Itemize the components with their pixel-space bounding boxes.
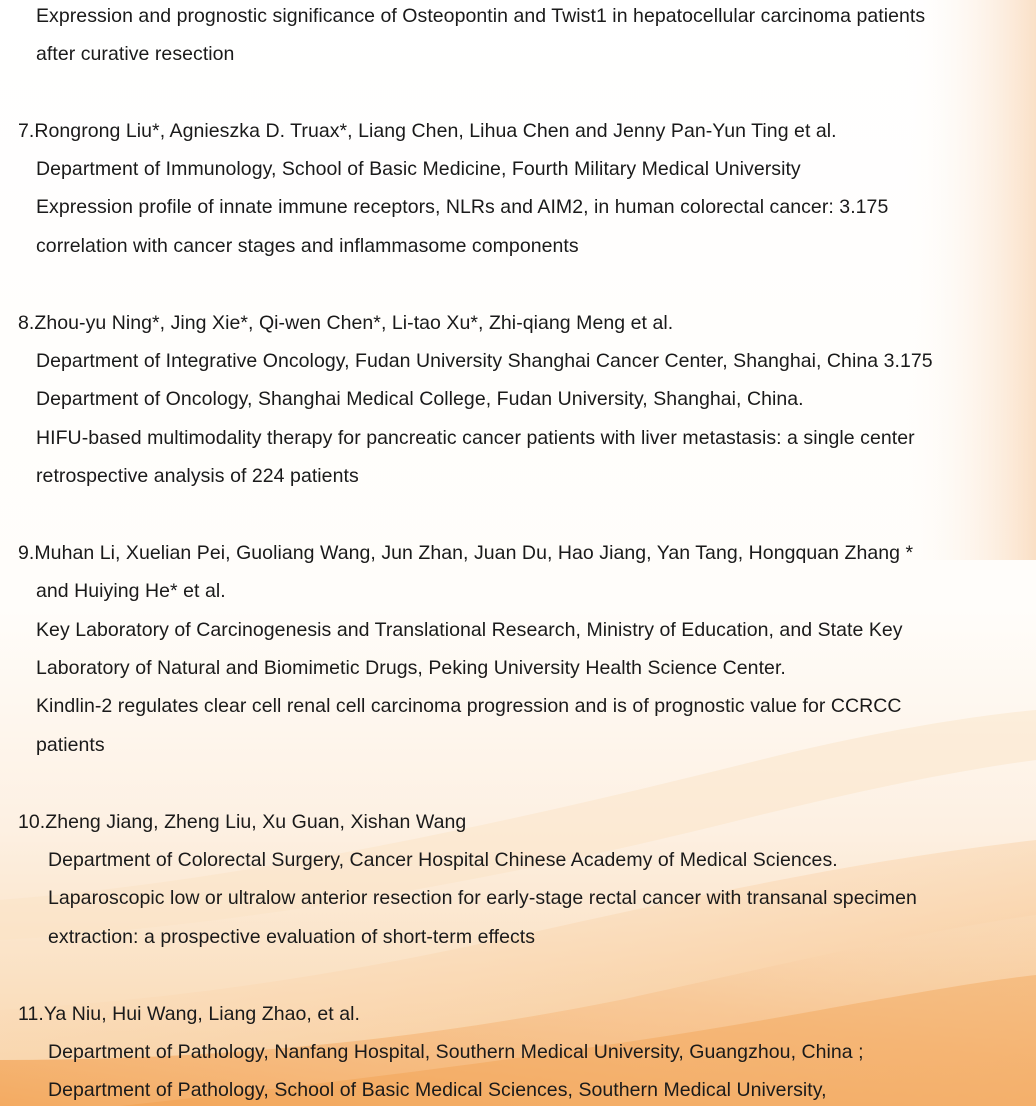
entry-title-line: Expression and prognostic significance of Osteopontin and Twist1 in hepatocellular carcinoma patients <box>36 5 926 27</box>
entry-7-header <box>18 119 837 143</box>
entry-11-header <box>18 1002 360 1026</box>
entry-affiliation: Department of Immunology, School of Basic Medicine, Fourth Military Medical University <box>36 158 801 180</box>
entry-affiliation: Department of Pathology, School of Basic Medical Sciences, Southern Medical University, <box>48 1079 827 1101</box>
entry-affiliation: Department of Colorectal Surgery, Cancer Hospital Chinese Academy of Medical Sciences. <box>48 849 838 871</box>
entry-number: 8. <box>18 312 35 334</box>
entry-number: 7. <box>18 120 35 142</box>
entry-title-line: Expression profile of innate immune receptors, NLRs and AIM2, in human colorectal cancer: 3.175 <box>36 196 889 218</box>
entry-8-header <box>18 311 673 335</box>
entry-authors: Zheng Jiang, Zheng Liu, Xu Guan, Xishan Wang <box>45 811 467 833</box>
entry-title-line: retrospective analysis of 224 patients <box>36 465 359 487</box>
entry-authors: Muhan Li, Xuelian Pei, Guoliang Wang, Jun Zhan, Juan Du, Hao Jiang, Yan Tang, Hongquan Zhang * <box>34 542 914 564</box>
entry-affiliation: Department of Pathology, Nanfang Hospital, Southern Medical University, Guangzhou, China ; <box>48 1041 864 1063</box>
entry-title-line: patients <box>36 734 105 756</box>
entry-number: 11. <box>18 1003 44 1025</box>
entry-9-header <box>18 541 913 565</box>
entry-authors: Zhou-yu Ning*, Jing Xie*, Qi-wen Chen*, Li-tao Xu*, Zhi-qiang Meng et al. <box>34 312 674 334</box>
entry-authors: Ya Niu, Hui Wang, Liang Zhao, et al. <box>43 1003 360 1025</box>
entry-title-line: Kindlin-2 regulates clear cell renal cell carcinoma progression and is of prognostic value for CCRCC <box>36 695 902 717</box>
entry-affiliation: Key Laboratory of Carcinogenesis and Translational Research, Ministry of Education, and State Key <box>36 619 903 641</box>
entry-authors-continued: and Huiying He* et al. <box>36 580 226 602</box>
entry-number: 9. <box>18 542 35 564</box>
entry-affiliation: Department of Integrative Oncology, Fudan University Shanghai Cancer Center, Shanghai, China 3.175 <box>36 350 933 372</box>
entry-title-line: Laparoscopic low or ultralow anterior resection for early-stage rectal cancer with transanal specimen <box>48 887 917 909</box>
entry-title-line: extraction: a prospective evaluation of short-term effects <box>48 926 536 948</box>
entry-authors: Rongrong Liu*, Agnieszka D. Truax*, Liang Chen, Lihua Chen and Jenny Pan-Yun Ting et al. <box>34 120 837 142</box>
entry-10-header <box>18 810 466 834</box>
entry-affiliation: Laboratory of Natural and Biomimetic Drugs, Peking University Health Science Center. <box>36 657 786 679</box>
entry-number: 10. <box>18 811 46 833</box>
entry-title-line: after curative resection <box>36 43 235 65</box>
entry-title-line: correlation with cancer stages and inflammasome components <box>36 235 579 257</box>
entry-affiliation: Department of Oncology, Shanghai Medical College, Fudan University, Shanghai, China. <box>36 388 804 410</box>
entry-title-line: HIFU-based multimodality therapy for pancreatic cancer patients with liver metastasis: a single center <box>36 427 915 449</box>
